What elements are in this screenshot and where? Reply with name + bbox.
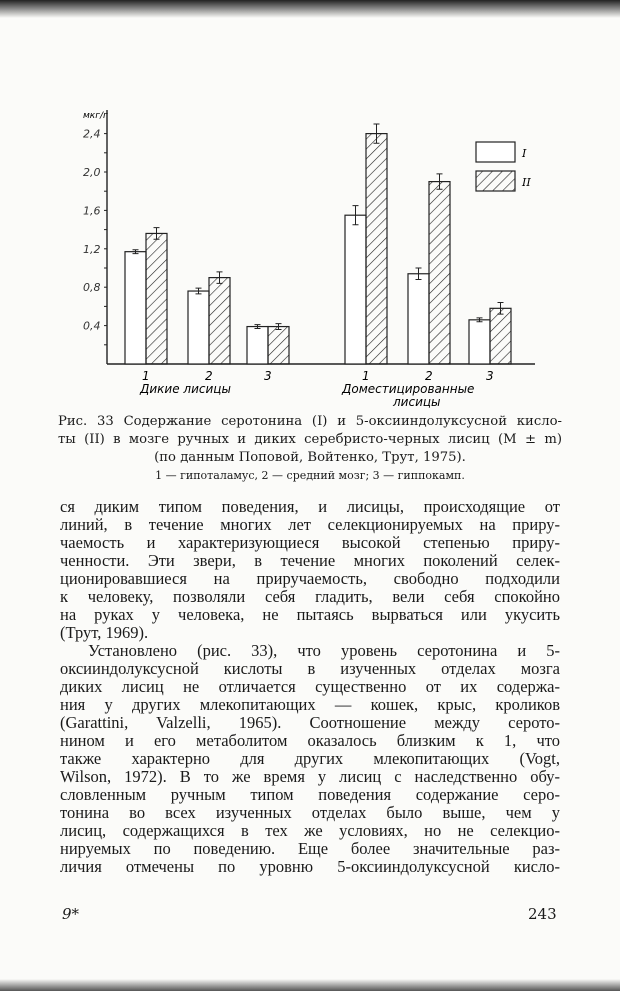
y-tick-label: 1,6: [83, 204, 101, 218]
y-tick-label: 0,8: [83, 281, 101, 295]
group-label-domesticated: Доместицированные: [342, 382, 475, 396]
chart-bars: [125, 124, 511, 364]
category-label: 2: [205, 369, 213, 383]
y-tick-label: 2,0: [83, 166, 101, 179]
y-tick-label: 1,2: [83, 242, 101, 256]
bar-II-3: [268, 327, 289, 364]
category-label: 1: [362, 369, 370, 383]
text-line: словленным ручным типом поведения содержание серо-: [60, 785, 560, 804]
group-label-domesticated-line2: лисицы: [393, 395, 441, 409]
text-line: личия отмечены по уровню 5-оксииндолуксусной кисло-: [60, 857, 560, 876]
legend-swatch-II: [476, 171, 515, 191]
scan-bottom-edge: [0, 979, 620, 991]
figure-caption: [58, 413, 562, 485]
text-line: ченности. Эти звери, в течение многих поколений селек-: [60, 551, 560, 570]
text-line: чаемость и характеризующиеся высокой степенью приру-: [60, 533, 560, 552]
text-line: нином и его метаболитом оказалось близким к 1, что: [60, 731, 560, 750]
bar-chart: [0, 0, 620, 410]
text-line: ционировавшиеся на приручаемость, свободно подходили: [60, 569, 560, 588]
bar-II-1: [146, 233, 167, 364]
paragraph: [60, 498, 560, 642]
signature-mark: 9*: [62, 905, 80, 923]
bar-II-2: [429, 182, 450, 364]
text-line: тонина во всех изученных отделах было выше, чем у: [60, 803, 560, 822]
caption-legend: 1 — гипоталамус, 2 — средний мозг; 3 — гиппокамп.: [155, 469, 465, 482]
bar-II-3: [490, 308, 511, 364]
text-line: ния у других млекопитающих — кошек, крыс, кроликов: [60, 695, 560, 714]
text-line: оксииндолуксусной кислоты в изученных отделах мозга: [60, 659, 560, 678]
y-tick-label: 2,4: [83, 127, 101, 141]
text-line: линий, в течение многих лет селекционируемых на приру-: [60, 515, 560, 534]
paragraph: [60, 642, 560, 876]
text-line: нируемых по поведению. Еще более значительные раз-: [60, 839, 560, 858]
category-label: 3: [264, 369, 272, 383]
bar-I-1: [125, 252, 146, 364]
page-number: 243: [528, 905, 557, 923]
caption-line: Рис. 33 Содержание серотонина (I) и 5-оксииндолуксусной кисло-: [58, 414, 562, 429]
bar-II-1: [366, 134, 387, 364]
text-line: (Garattini, Valzelli, 1965). Соотношение между серото-: [60, 713, 560, 732]
bar-I-2: [188, 291, 209, 364]
bar-II-2: [209, 278, 230, 364]
y-tick-label: 0,4: [83, 319, 101, 333]
bar-I-3: [469, 320, 490, 364]
text-line: лисиц, содержащихся в тех же условиях, но не селекцио-: [60, 821, 560, 840]
text-line: Установлено (рис. 33), что уровень серотонина и 5-: [88, 641, 560, 660]
text-line: на руках у человека, не пытаясь вырваться или укусить: [60, 605, 560, 624]
caption-line: (по данным Поповой, Войтенко, Трут, 1975).: [154, 450, 466, 465]
text-line: (Трут, 1969).: [60, 623, 149, 642]
bar-I-3: [247, 327, 268, 364]
body-text: [60, 498, 560, 876]
text-line: Wilson, 1972). В то же время у лисиц с наследственно обу-: [60, 767, 560, 786]
bar-I-2: [408, 274, 429, 364]
legend-swatch-I: [476, 142, 515, 162]
legend-label: II: [522, 176, 531, 189]
text-line: ся диким типом поведения, и лисицы, происходящие от: [60, 497, 560, 516]
text-line: диких лисиц не отличается существенно от их содержа-: [60, 677, 560, 696]
group-label-wild: Дикие лисицы: [140, 382, 231, 396]
caption-line: ты (II) в мозге ручных и диких серебристо-черных лисиц (M ± m): [58, 432, 562, 447]
legend-label: I: [522, 147, 527, 160]
category-label: 1: [142, 369, 150, 383]
y-axis-label: мкг/г: [83, 111, 108, 121]
text-line: также характерно для других млекопитающих (Vogt,: [60, 749, 560, 768]
text-line: к человеку, позволяли себя гладить, вели себя спокойно: [60, 587, 560, 606]
bar-I-1: [345, 215, 366, 364]
category-label: 2: [425, 369, 433, 383]
category-label: 3: [486, 369, 494, 383]
